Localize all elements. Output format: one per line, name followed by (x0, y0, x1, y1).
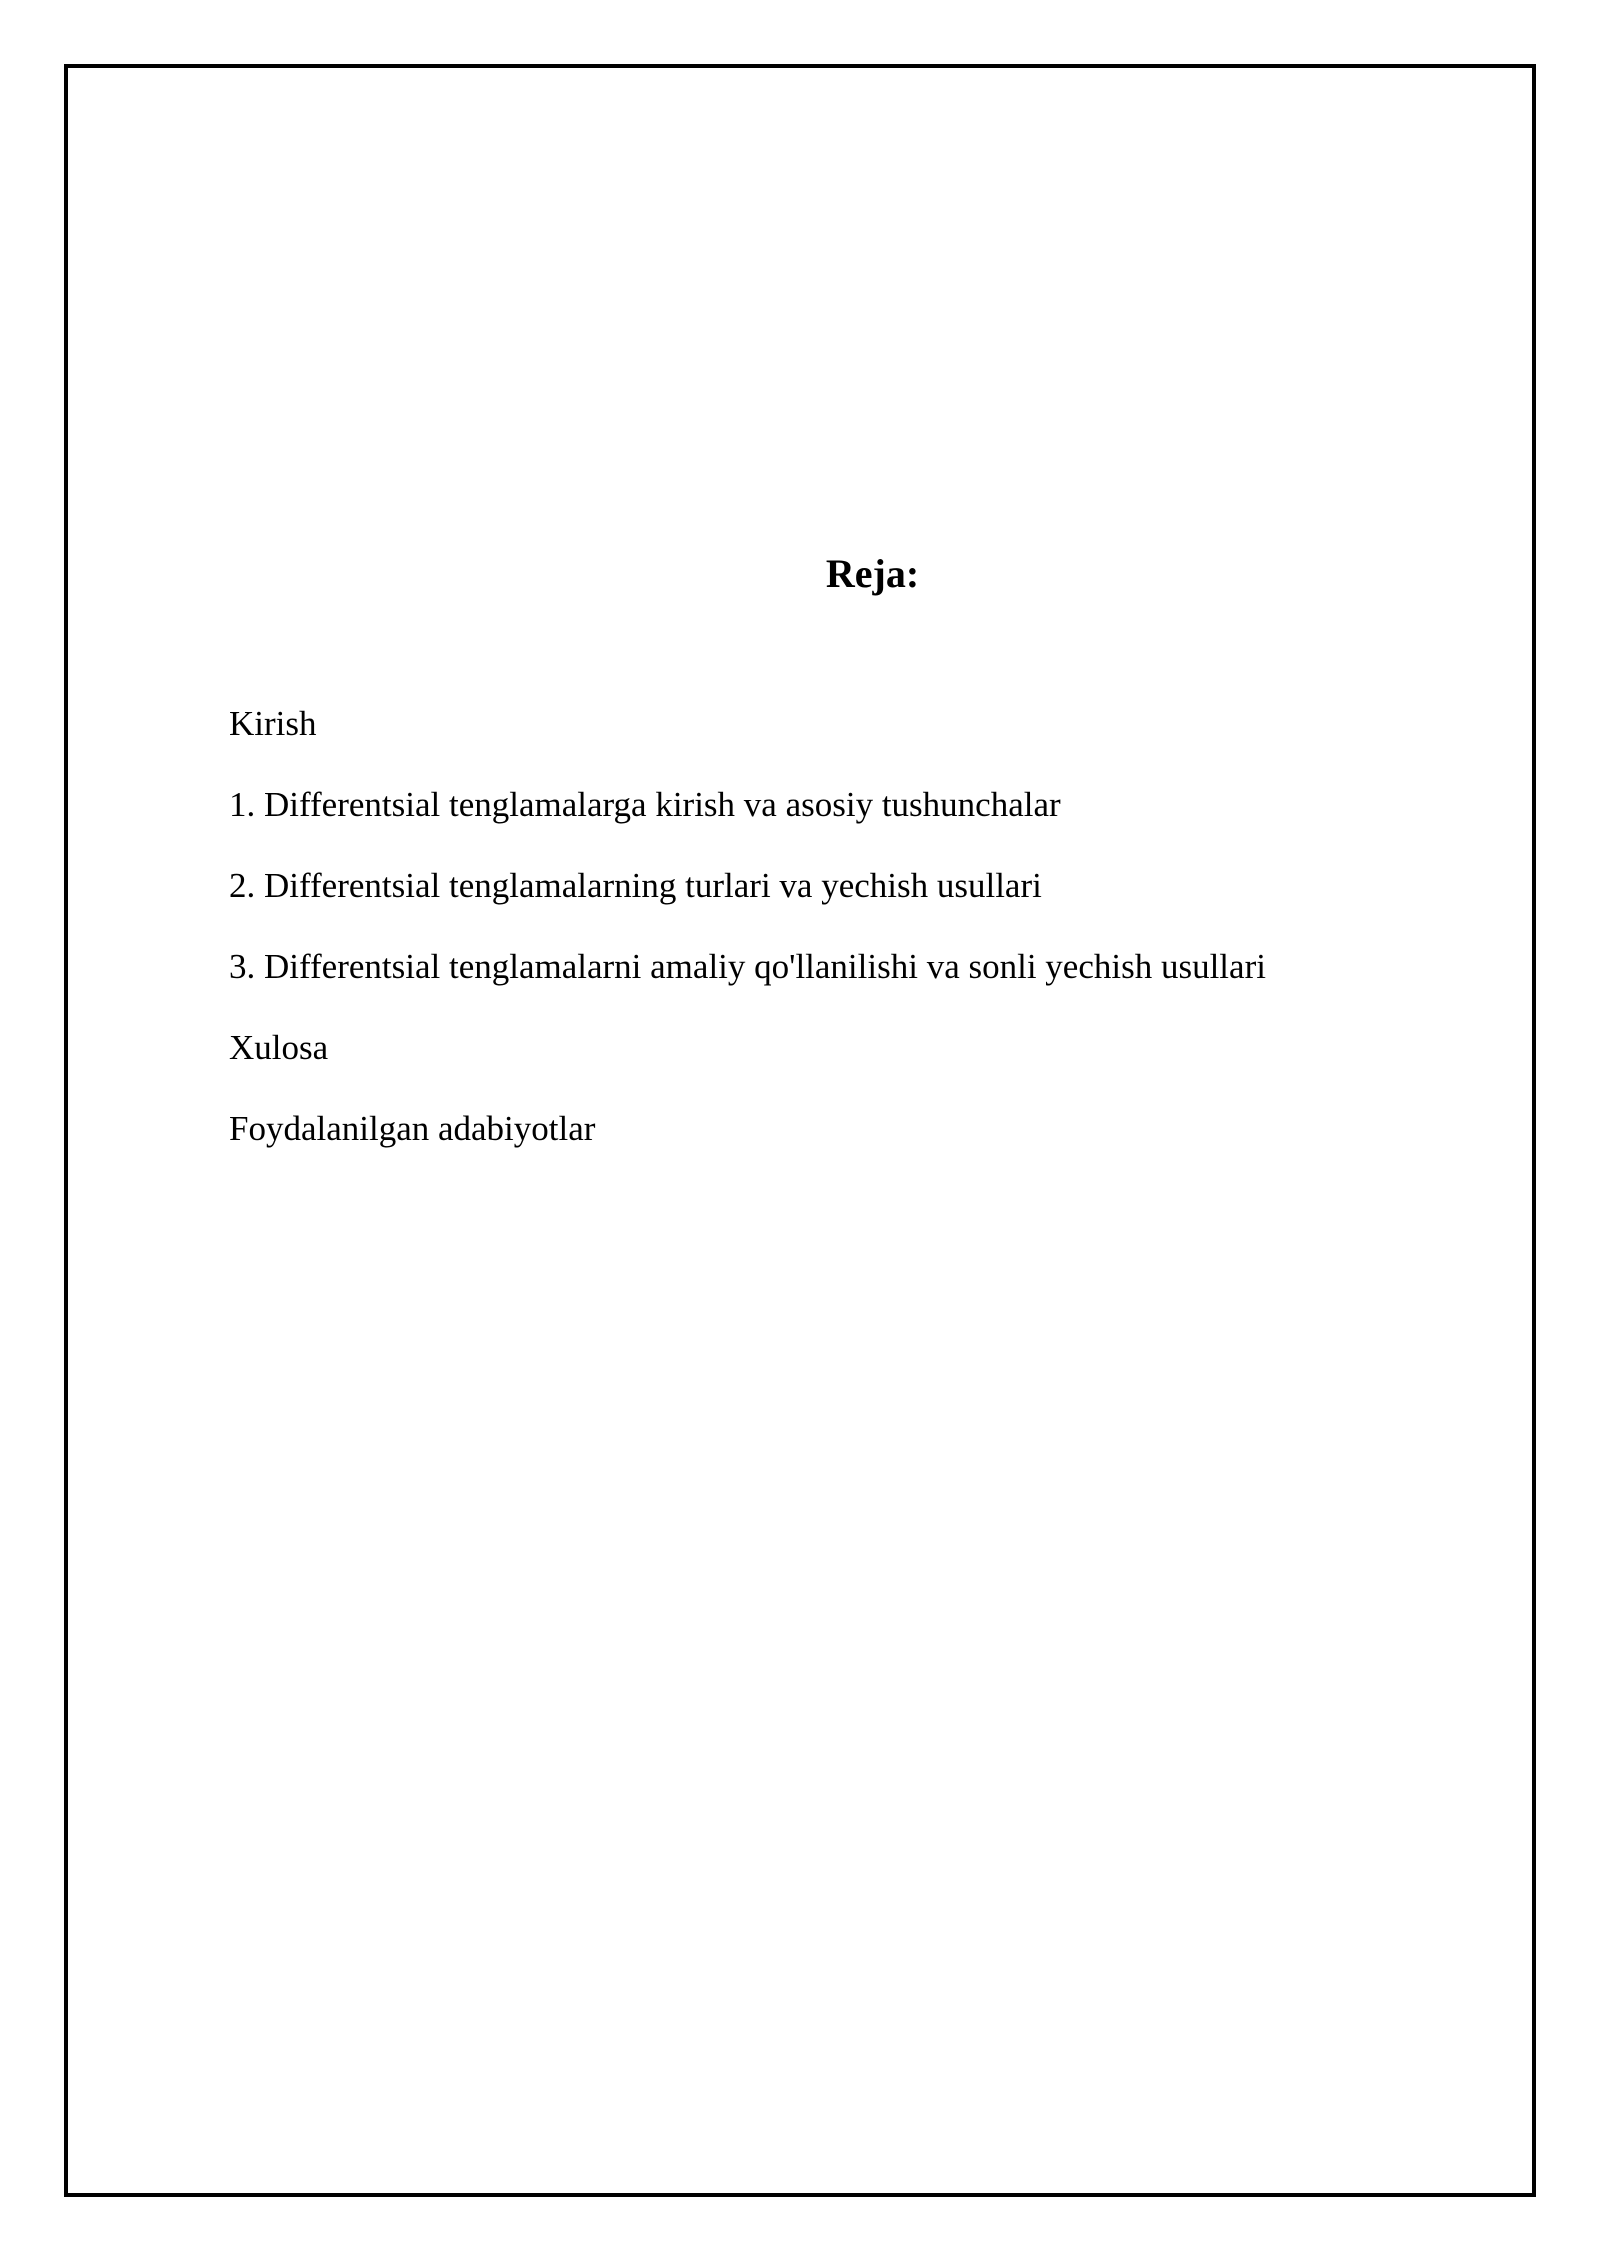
plan-list (229, 700, 1266, 1186)
plan-item-intro: Kirish (229, 704, 317, 743)
plan-item-conclusion: Xulosa (229, 1028, 329, 1067)
plan-item-section-2: 2. Differentsial tenglamalarning turlari va yechish usullari (229, 866, 1042, 905)
plan-item-references: Foydalanilgan adabiyotlar (229, 1109, 596, 1148)
plan-item-section-1: 1. Differentsial tenglamalarga kirish va asosiy tushunchalar (229, 785, 1061, 824)
page-title: Reja: (825, 551, 920, 596)
plan-item-section-3: 3. Differentsial tenglamalarni amaliy qo'llanilishi va sonli yechish usullari (229, 947, 1266, 986)
